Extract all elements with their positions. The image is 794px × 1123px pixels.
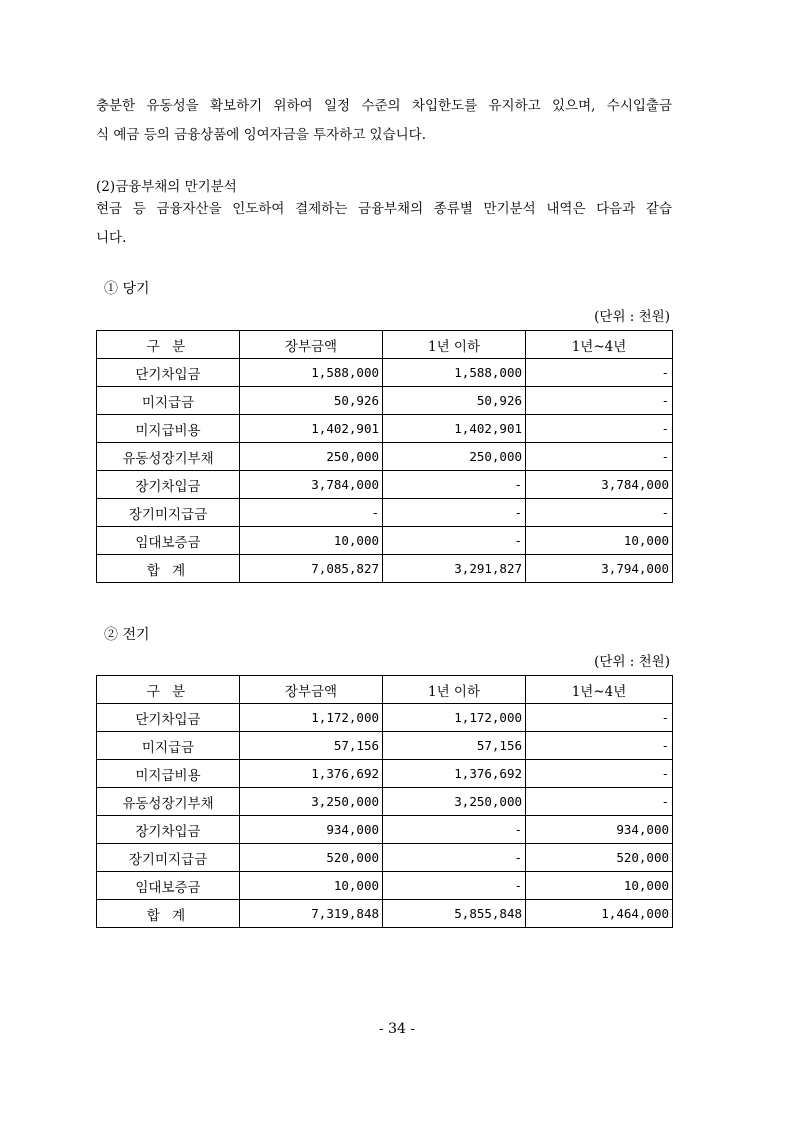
total-under-1-year: 3,291,827 <box>383 555 526 583</box>
row-label: 미지급비용 <box>97 415 240 443</box>
table-row <box>97 704 673 732</box>
column-header: 1년~4년 <box>526 331 673 359</box>
column-header: 1년 이하 <box>383 676 526 704</box>
under-1-year-cell: 50,926 <box>383 387 526 415</box>
section-description <box>96 195 672 253</box>
page-number: - 34 - <box>378 1021 416 1037</box>
total-label: 합 계 <box>97 900 240 928</box>
table-row <box>97 471 673 499</box>
under-1-year-cell: - <box>383 499 526 527</box>
total-label: 합 계 <box>97 555 240 583</box>
1-to-4-years-cell: - <box>526 760 673 788</box>
row-label: 미지급금 <box>97 387 240 415</box>
table-row <box>97 415 673 443</box>
book-value-cell: 1,402,901 <box>240 415 383 443</box>
table-row <box>97 760 673 788</box>
1-to-4-years-cell: 10,000 <box>526 872 673 900</box>
1-to-4-years-cell: 10,000 <box>526 527 673 555</box>
book-value-cell: - <box>240 499 383 527</box>
1-to-4-years-cell: - <box>526 359 673 387</box>
book-value-cell: 10,000 <box>240 872 383 900</box>
under-1-year-cell: - <box>383 816 526 844</box>
row-label: 유동성장기부채 <box>97 788 240 816</box>
row-label: 유동성장기부채 <box>97 443 240 471</box>
row-label: 단기차입금 <box>97 704 240 732</box>
book-value-cell: 1,172,000 <box>240 704 383 732</box>
book-value-cell: 1,376,692 <box>240 760 383 788</box>
under-1-year-cell: - <box>383 872 526 900</box>
column-header: 장부금액 <box>240 331 383 359</box>
row-label: 단기차입금 <box>97 359 240 387</box>
under-1-year-cell: 1,376,692 <box>383 760 526 788</box>
book-value-cell: 3,250,000 <box>240 788 383 816</box>
1-to-4-years-cell: - <box>526 704 673 732</box>
current-unit-label: (단위 : 천원) <box>594 309 670 325</box>
under-1-year-cell: 57,156 <box>383 732 526 760</box>
table-header-row <box>97 331 673 359</box>
under-1-year-cell: - <box>383 527 526 555</box>
table-row <box>97 844 673 872</box>
intro-line-2: 식 예금 등의 금융상품에 잉여자금을 투자하고 있습니다. <box>96 127 426 143</box>
row-label: 장기차입금 <box>97 471 240 499</box>
table-row <box>97 443 673 471</box>
row-label: 임대보증금 <box>97 527 240 555</box>
row-label: 미지급비용 <box>97 760 240 788</box>
row-label: 장기미지급금 <box>97 499 240 527</box>
total-under-1-year: 5,855,848 <box>383 900 526 928</box>
1-to-4-years-cell: 934,000 <box>526 816 673 844</box>
1-to-4-years-cell: - <box>526 443 673 471</box>
1-to-4-years-cell: - <box>526 387 673 415</box>
under-1-year-cell: 1,402,901 <box>383 415 526 443</box>
table-row <box>97 499 673 527</box>
table-total-row <box>97 900 673 928</box>
row-label: 임대보증금 <box>97 872 240 900</box>
section-desc-line-1: 현금 등 금융자산을 인도하여 결제하는 금융부채의 종류별 만기분석 내역은 다음과 같습 <box>96 201 672 217</box>
book-value-cell: 3,784,000 <box>240 471 383 499</box>
1-to-4-years-cell: - <box>526 415 673 443</box>
total-book-value: 7,085,827 <box>240 555 383 583</box>
current-period-title: ① 당기 <box>104 281 150 297</box>
column-header: 1년 이하 <box>383 331 526 359</box>
book-value-cell: 250,000 <box>240 443 383 471</box>
prior-period-table <box>96 675 673 928</box>
row-label: 장기미지급금 <box>97 844 240 872</box>
column-header: 1년~4년 <box>526 676 673 704</box>
section-desc-line-2: 니다. <box>96 230 127 246</box>
prior-unit-label: (단위 : 천원) <box>594 654 670 670</box>
total-1-to-4-years: 3,794,000 <box>526 555 673 583</box>
1-to-4-years-cell: - <box>526 732 673 760</box>
under-1-year-cell: 3,250,000 <box>383 788 526 816</box>
table-row <box>97 732 673 760</box>
column-header: 구 분 <box>97 676 240 704</box>
book-value-cell: 57,156 <box>240 732 383 760</box>
intro-paragraph <box>96 92 672 150</box>
book-value-cell: 1,588,000 <box>240 359 383 387</box>
column-header: 구 분 <box>97 331 240 359</box>
under-1-year-cell: - <box>383 844 526 872</box>
1-to-4-years-cell: 520,000 <box>526 844 673 872</box>
under-1-year-cell: - <box>383 471 526 499</box>
prior-period-title: ② 전기 <box>104 627 150 643</box>
book-value-cell: 50,926 <box>240 387 383 415</box>
under-1-year-cell: 1,588,000 <box>383 359 526 387</box>
table-row <box>97 816 673 844</box>
row-label: 미지급금 <box>97 732 240 760</box>
table-header-row <box>97 676 673 704</box>
table-row <box>97 359 673 387</box>
1-to-4-years-cell: - <box>526 499 673 527</box>
book-value-cell: 934,000 <box>240 816 383 844</box>
under-1-year-cell: 1,172,000 <box>383 704 526 732</box>
1-to-4-years-cell: - <box>526 788 673 816</box>
current-period-table <box>96 330 673 583</box>
book-value-cell: 520,000 <box>240 844 383 872</box>
intro-line-1: 충분한 유동성을 확보하기 위하여 일정 수준의 차입한도를 유지하고 있으며, 수시입출금 <box>96 98 672 114</box>
total-1-to-4-years: 1,464,000 <box>526 900 673 928</box>
row-label: 장기차입금 <box>97 816 240 844</box>
1-to-4-years-cell: 3,784,000 <box>526 471 673 499</box>
book-value-cell: 10,000 <box>240 527 383 555</box>
table-total-row <box>97 555 673 583</box>
column-header: 장부금액 <box>240 676 383 704</box>
under-1-year-cell: 250,000 <box>383 443 526 471</box>
table-row <box>97 527 673 555</box>
table-row <box>97 872 673 900</box>
table-row <box>97 387 673 415</box>
table-row <box>97 788 673 816</box>
total-book-value: 7,319,848 <box>240 900 383 928</box>
section-heading: (2)금융부채의 만기분석 <box>96 179 237 195</box>
